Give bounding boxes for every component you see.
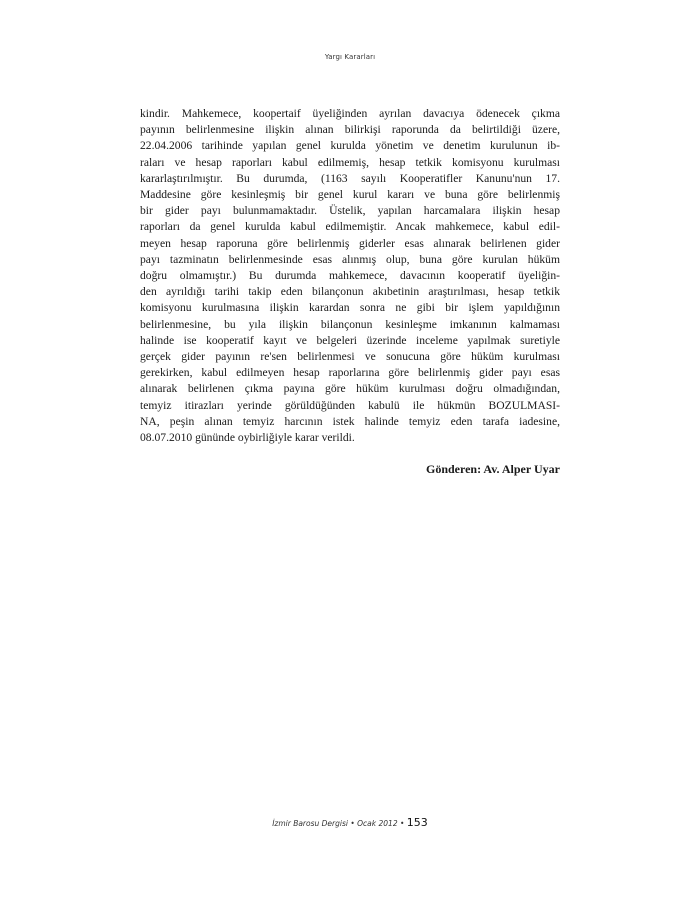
body-line: halinde ise kooperatif kayıt ve belgeleri üzerinde inceleme yapılmak suretiyle [140,333,560,347]
body-line: raporları da genel kurulda kabul edilmemiştir. Ancak mahkemece, kabul edil- [140,220,560,234]
body-line: gerekirken, kabul edilmeyen hesap raporlarına göre belirlenmiş gider payı esas [140,366,560,380]
body-line-last: 08.07.2010 gününde oybirliğiyle karar verildi. [140,431,355,445]
body-paragraph [140,106,560,446]
body-line: kindir. Mahkemece, koopertaif üyeliğinden ayrılan davacıya ödenecek çıkma [140,107,560,120]
body-line: den ayrıldığı tarihi takip eden bilançonun akıbetinin araştırılması, hesap tetkik [140,285,560,299]
body-line: alınarak belirlenen çıkma payına göre hüküm kurulması doğru olmadığından, [140,382,560,396]
body-line: payının belirlenmesine ilişkin alınan bilirkişi raporunda da belirtildiği üzere, [140,123,560,137]
body-line: Maddesine göre kesinleşmiş bir genel kurul kararı ve buna göre belirlenmiş [140,188,560,202]
running-header: Yargı Kararları [324,53,376,61]
sender-signature: Gönderen: Av. Alper Uyar [425,462,560,476]
body-line: doğru olmamıştır.) Bu durumda mahkemece, davacının kooperatif üyeliğin- [140,269,560,283]
footer-journal-name: İzmir Barosu Dergisi • Ocak 2012 • [272,819,405,828]
body-line: bir gider payı bulunmamaktadır. Üstelik, yapılan harcamalara ilişkin hesap [140,204,560,218]
body-line: komisyonu kurulmasına ilişkin karardan sonra ne gibi bir işlem yapıldığının [140,301,560,315]
body-line: raları ve hesap raporları kabul edilmemiş, hesap tetkik komisyonu kurulması [140,155,560,169]
body-line: NA, peşin alınan temyiz harcının istek halinde temyiz eden tarafa iadesine, [140,414,560,428]
body-line: gerçek gider payının re'sen belirlenmesi ve sonucuna göre hüküm kurulması [140,350,560,364]
body-line: 22.04.2006 tarihinde yapılan genel kurulda yönetim ve denetim kurulunun ib- [140,139,560,153]
page-number: 153 [406,816,428,829]
body-line: belirlenmesine, bu yıla ilişkin bilançonun kesinleşme imkanının kalmaması [140,317,560,331]
body-line: kararlaştırılmıştır. Bu durumda, (1163 sayılı Kooperatifler Kanunu'nun 17. [140,171,560,185]
page-footer [0,816,700,829]
body-line: temyiz itirazları yerinde görüldüğünden kabulü ile hükmün BOZULMASI- [140,398,560,412]
body-line: meyen hesap raporuna göre belirlenmiş giderler esas alınarak belirlenen gider [140,236,560,250]
body-line: payı tazminatın belirlenmesinde esas alınmış olup, buna göre kurulan hüküm [140,252,560,266]
